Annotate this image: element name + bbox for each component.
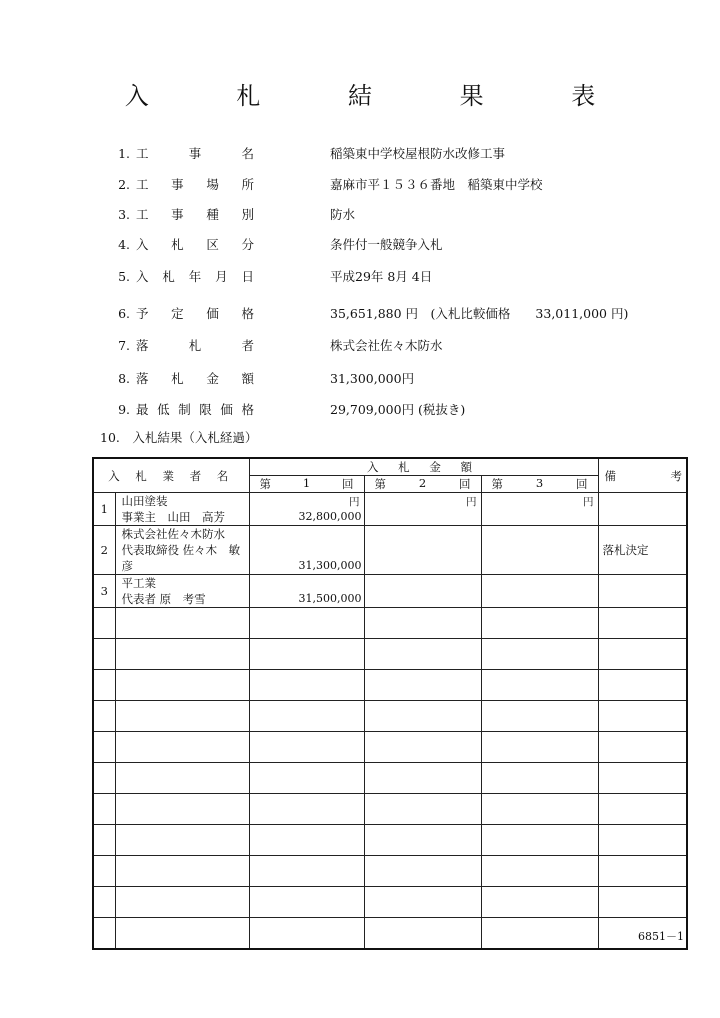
round-2-amount — [364, 526, 481, 575]
round-1-amount: 円 32,800,000 — [249, 493, 364, 526]
item-value: 嘉麻市平１５３６番地 稲築東中学校 — [330, 177, 543, 192]
item-number: 9. — [118, 402, 130, 417]
round-3-amount — [481, 526, 598, 575]
item-label: 最 低 制 限 価 格 — [136, 402, 254, 417]
round-2-amount: 円 — [364, 493, 481, 526]
item-label: 予 定 価 格 — [136, 306, 254, 321]
item-value: 29,709,000円 (税抜き) — [330, 402, 466, 417]
table-row-empty — [93, 887, 687, 918]
round-1-header: 第 1 回 — [249, 476, 364, 493]
table-row-empty — [93, 763, 687, 794]
table-row-empty — [93, 732, 687, 763]
item-number: 3. — [118, 207, 130, 222]
table-row-empty — [93, 794, 687, 825]
section-10-heading: 10. 入札結果（入札経過） — [100, 430, 258, 445]
bidder-name: 株式会社佐々木防水 代表取締役 佐々木 敏彦 — [115, 526, 249, 575]
document-title: 入 札 結 果 表 — [124, 82, 636, 110]
table-row-empty — [93, 639, 687, 670]
row-number: 3 — [93, 575, 115, 608]
bidder-name-header: 入 札 業 者 名 — [93, 458, 249, 493]
table-row-empty — [93, 918, 687, 950]
table-row-empty — [93, 608, 687, 639]
table-row — [93, 526, 687, 575]
round-1-amount: 31,300,000 — [249, 526, 364, 575]
bidder-name: 山田塗装 事業主 山田 高芳 — [115, 493, 249, 526]
item-number: 1. — [118, 146, 130, 161]
item-value: 平成29年 8月 4日 — [330, 269, 433, 284]
item-value: 防水 — [330, 207, 356, 222]
item-label: 工 事 種 別 — [136, 207, 254, 222]
remark: 落札決定 — [598, 526, 687, 575]
bid-amount-header: 入 札 金 額 — [249, 458, 598, 476]
row-number: 2 — [93, 526, 115, 575]
item-number: 2. — [118, 177, 130, 192]
item-number: 4. — [118, 237, 130, 252]
item-value: 条件付一般競争入札 — [330, 237, 443, 252]
item-label: 工 事 場 所 — [136, 177, 254, 192]
item-number: 7. — [118, 338, 130, 353]
item-label: 落 札 者 — [136, 338, 254, 353]
table-row-empty — [93, 670, 687, 701]
item-label: 入 札 区 分 — [136, 237, 254, 252]
round-1-amount: 31,500,000 — [249, 575, 364, 608]
round-3-amount — [481, 575, 598, 608]
item-label: 工 事 名 — [136, 146, 254, 161]
item-value: 35,651,880 円 (入札比較価格 33,011,000 円) — [330, 306, 629, 321]
round-2-header: 第 2 回 — [364, 476, 481, 493]
round-3-header: 第 3 回 — [481, 476, 598, 493]
bidder-name: 平工業 代表者 原 考雪 — [115, 575, 249, 608]
item-number: 6. — [118, 306, 130, 321]
item-number: 8. — [118, 371, 130, 386]
row-number: 1 — [93, 493, 115, 526]
remark — [598, 575, 687, 608]
bid-results-table — [92, 457, 688, 950]
remarks-header: 備 考 — [598, 458, 687, 493]
item-number: 5. — [118, 269, 130, 284]
item-value: 31,300,000円 — [330, 371, 415, 386]
round-2-amount — [364, 575, 481, 608]
item-label: 入 札 年 月 日 — [136, 269, 254, 284]
item-value: 株式会社佐々木防水 — [330, 338, 443, 353]
page-number: 6851－1 — [638, 930, 684, 943]
table-row-empty — [93, 825, 687, 856]
table-row-empty — [93, 856, 687, 887]
item-label: 落 札 金 額 — [136, 371, 254, 386]
table-row — [93, 493, 687, 526]
table-row — [93, 575, 687, 608]
round-3-amount: 円 — [481, 493, 598, 526]
item-value: 稲築東中学校屋根防水改修工事 — [330, 146, 506, 161]
table-row-empty — [93, 701, 687, 732]
remark — [598, 493, 687, 526]
